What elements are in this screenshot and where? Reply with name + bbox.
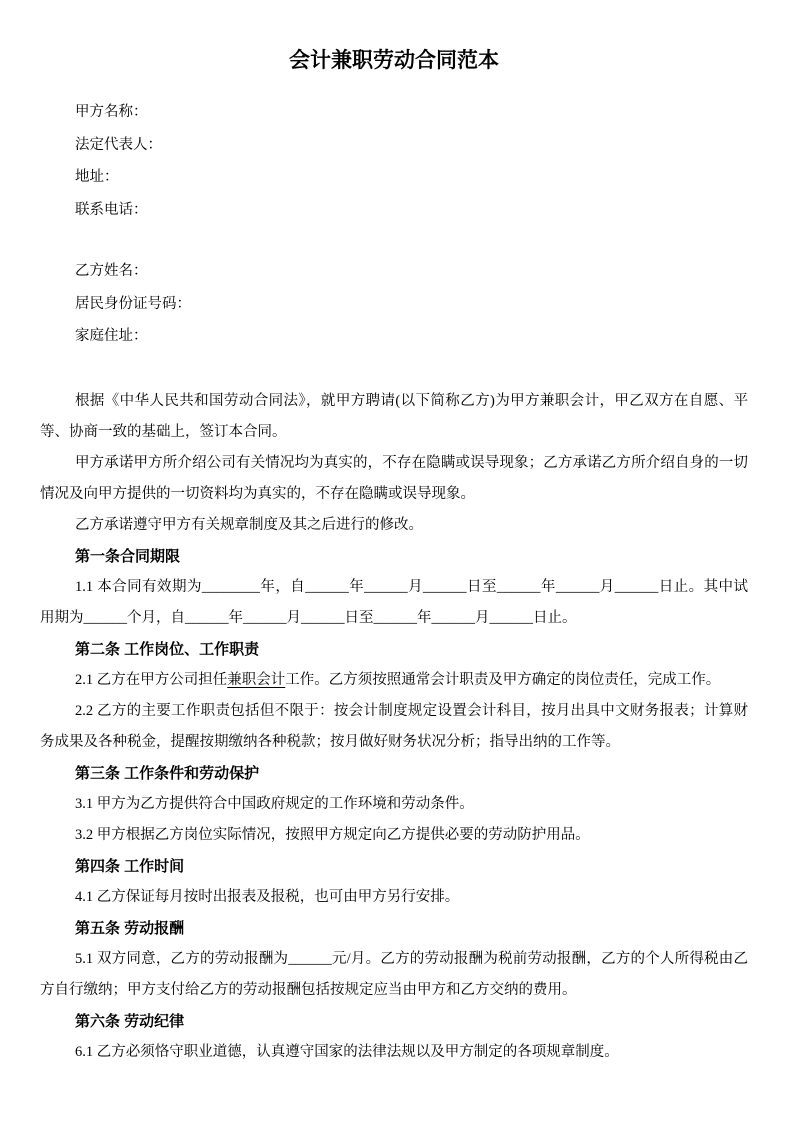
clause-1-1: 1.1 本合同有效期为________年，自______年______月______日至______年______月______日止。其中试用期为______个月，自______年______月______日至______年______月______日止。 (40, 578, 748, 626)
preamble-paragraph-3: 乙方承诺遵守甲方有关规章制度及其之后进行的修改。 (75, 516, 423, 533)
clause-2-1-suffix: 工作。乙方须按照通常会计职责及甲方确定的岗位责任，完成工作。 (285, 671, 721, 688)
section-6-heading: 第六条 劳动纪律 (75, 1012, 185, 1030)
party-b-name-label: 乙方姓名： (75, 263, 148, 279)
clause-5-1: 5.1 双方同意，乙方的劳动报酬为______元/月。乙方的劳动报酬为税前劳动报酬，乙方的个人所得税由乙方自行缴纳；甲方支付给乙方的劳动报酬包括按规定应当由甲方和乙方交纳的费用。 (40, 950, 748, 998)
section-4 (40, 851, 748, 913)
clause-3-2: 3.2 甲方根据乙方岗位实际情况，按照甲方规定向乙方提供必要的劳动防护用品。 (75, 826, 590, 843)
section-5 (40, 913, 748, 1006)
section-1-heading: 第一条合同期限 (75, 547, 181, 565)
party-b-id-label: 居民身份证号码： (75, 295, 191, 312)
section-5-heading: 第五条 劳动报酬 (75, 919, 185, 937)
preamble-paragraph-2: 甲方承诺甲方所介绍公司有关情况均为真实的，不存在隐瞒或误导现象；乙方承诺乙方所介绍自身的一切情况及向甲方提供的一切资料均为真实的，不存在隐瞒或误导现象。 (40, 454, 748, 502)
section-3 (40, 758, 748, 851)
party-a-phone-label: 联系电话： (75, 201, 148, 218)
section-6 (40, 1006, 748, 1068)
blank-line (40, 353, 748, 386)
party-a-name-label: 甲方名称： (75, 104, 148, 120)
section-2 (40, 634, 748, 758)
clause-4-1: 4.1 乙方保证每月按时出报表及报税，也可由甲方另行安排。 (75, 888, 460, 905)
section-4-heading: 第四条 工作时间 (75, 857, 185, 875)
clause-2-1 (40, 665, 748, 696)
party-b-home-label: 家庭住址： (75, 328, 148, 344)
party-a-legal-rep-label: 法定代表人： (75, 136, 162, 153)
clause-2-2: 2.2 乙方的主要工作职责包括但不限于：按会计制度规定设置会计科目，按月出具中文财务报表；计算财务成果及各种税金，提醒按期缴纳各种税款；按月做好财务状况分析；指导出纳的工作等。 (40, 702, 748, 750)
document-title: 会计兼职劳动合同范本 (289, 49, 499, 72)
party-a-block (40, 96, 748, 226)
clause-3-1: 3.1 甲方为乙方提供符合中国政府规定的工作环境和劳动条件。 (75, 795, 474, 812)
section-2-heading: 第二条 工作岗位、工作职责 (75, 640, 260, 658)
clause-2-1-underlined-term: 兼职会计 (227, 671, 286, 688)
preamble-block (40, 386, 748, 541)
section-3-heading: 第三条 工作条件和劳动保护 (75, 764, 260, 782)
party-a-address-label: 地址： (75, 169, 119, 185)
party-b-block (40, 255, 748, 353)
clause-2-1-prefix: 2.1 乙方在甲方公司担任 (75, 671, 228, 688)
preamble-paragraph-1: 根据《中华人民共和国劳动合同法》，就甲方聘请(以下简称乙方)为甲方兼职会计，甲乙双方在自愿、平等、协商一致的基础上，签订本合同。 (40, 392, 748, 440)
clause-6-1: 6.1 乙方必须恪守职业道德，认真遵守国家的法律法规以及甲方制定的各项规章制度。 (75, 1043, 619, 1060)
section-1 (40, 541, 748, 634)
blank-line (40, 226, 748, 255)
